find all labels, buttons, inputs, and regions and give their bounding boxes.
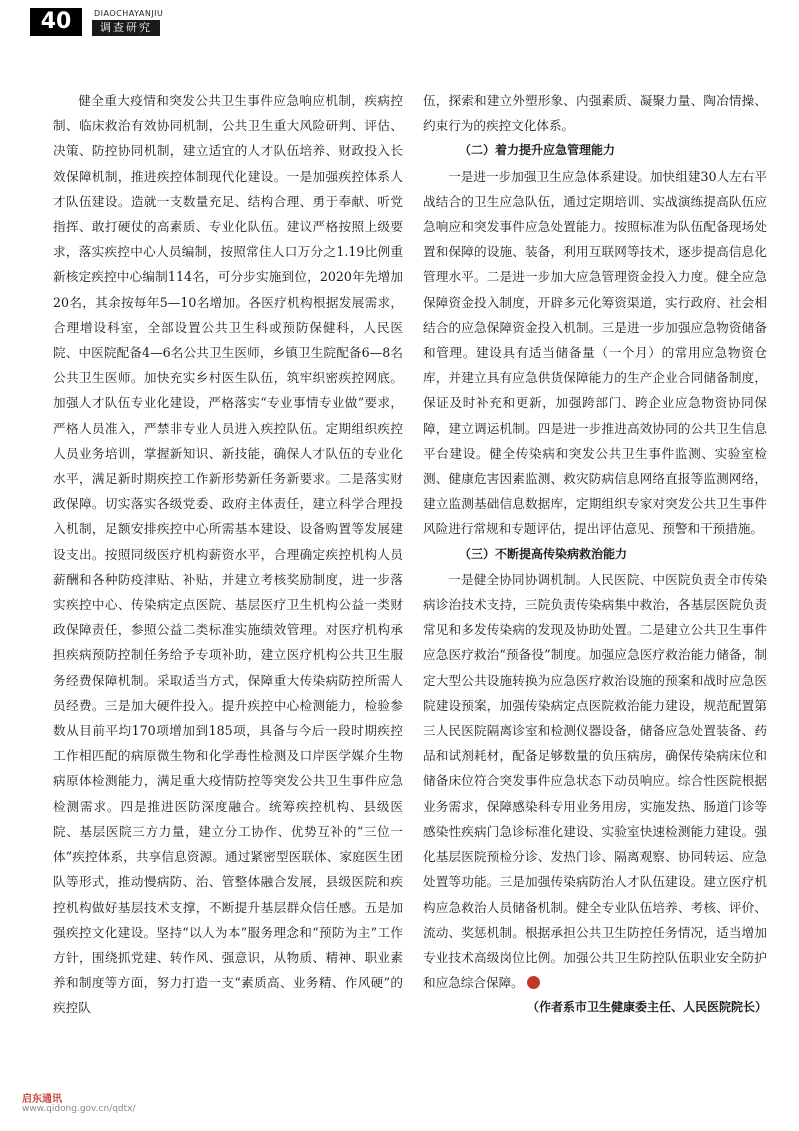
left-column: [53, 88, 403, 1021]
body-paragraph: 伍，探索和建立外塑形象、内强素质、凝聚力量、陶冶情操、约束行为的疾控文化体系。: [423, 93, 767, 134]
section-pinyin: DIAOCHAYANJIU: [94, 9, 164, 18]
page-number: 40: [30, 8, 82, 36]
body-text: 一是健全协同协调机制。人民医院、中医院负责全市传染病诊治技术支持，三院负责传染病集中救治，各基层医院负责常见和多发传染病的发现及协助处置。二是建立公共卫生事件应急医疗救治“预备役”制度。加强应急医疗救治能力储备，制定大型公共设施转换为应急医疗救治设施的预案和战时应急医院建设预案，加强传染病定点医院救治能力建设，规范配置第三人民医院隔离诊室和检测仪器设备，储备应急处置装备、药品和试剂耗材，配备足够数量的负压病房，确保传染病床位和储备床位符合突发事件应急状态下动员响应。综合性医院根据业务需求，保障感染科专用业务用房，实施发热、肠道门诊等感染性疾病门急诊标准化建设、实验室快速检测能力建设。强化基层医院预检分诊、发热门诊、隔离观察、协同转运、应急处置等功能。三是加强传染病防治人才队伍建设。建立医疗机构应急救治人员储备机制。健全专业队伍培养、考核、评价、流动、奖惩机制。根据承担公共卫生防控任务情况，适当增加专业技术高级岗位比例。加强公共卫生防控队伍职业安全防护和应急综合保障。: [423, 571, 767, 991]
end-mark-icon: [527, 976, 540, 989]
body-paragraph: 健全重大疫情和突发公共卫生事件应急响应机制，疾病控制、临床救治有效协同机制，公共卫生重大风险研判、评估、决策、防控协同机制，建立适宜的人才队伍培养、财政投入长效保障机制，推进疾控体制现代化建设。一是加强疾控体系人才队伍建设。造就一支数量充足、结构合理、勇于奉献、听党指挥、敢打硬仗的高素质、专业化队伍。建议严格按照上级要求，落实疾控中心人员编制，按照常住人口万分之1.19比例重新核定疾控中心编制114名，可分步实施到位，2020年先增加20名，其余按每年5—10名增加。各医疗机构根据发展需求，合理增设科室，全部设置公共卫生科或预防保健科，人民医院、中医院配备4—6名公共卫生医师，乡镇卫生院配备6—8名公共卫生医师。加快充实乡村医生队伍，筑牢织密疾控网底。加强人才队伍专业化建设，严格落实“专业事情专业做”要求，严格人员准入，严禁非专业人员进入疾控队伍。定期组织疾控人员业务培训，掌握新知识、新技能，确保人才队伍的专业化水平，满足新时期疾控工作新形势新任务新要求。二是落实财政保障。切实落实各级党委、政府主体责任，建立科学合理投入机制，足额安排疾控中心所需基本建设、设备购置等发展建设支出。按照同级医疗机构薪资水平，合理确定疾控机构人员薪酬和各种防疫津贴、补贴，并建立考核奖励制度，进一步落实疾控中心、传染病定点医院、基层医疗卫生机构公益一类财政保障责任，参照公益二类标准实施绩效管理。对医疗机构承担疾病预防控制任务给予专项补助，建立医疗机构公共卫生服务经费保障机制。采取适当方式，保障重大传染病防控所需人员经费。三是加大硬件投入。提升疾控中心检测能力，检验参数从目前平均170项增加到185项，具备与今后一段时期疾控工作相匹配的病原微生物和化学毒性检测及口岸医学媒介生物病原体检测能力，满足重大疫情防控等突发公共卫生事件应急检测需求。四是推进医防深度融合。统筹疾控机构、县级医院、基层医院三方力量，建立分工协作、优势互补的“三位一体”疾控体系，共享信息资源。通过紧密型医联体、家庭医生团队等形式，推动慢病防、治、管整体融合发展，县级医院和疾控机构做好基层技术支撑，不断提升基层群众信任感。五是加强疾控文化建设。坚持“以人为本”服务理念和“预防为主”工作方针，围绕抓党建、转作风、强意识，从物质、精神、职业素养和制度等方面，努力打造一支“素质高、业务精、作风硬”的疾控队: [53, 93, 403, 1016]
footer-logo: 启东通讯: [22, 1094, 62, 1105]
subheading: （二）着力提升应急管理能力: [459, 143, 616, 158]
section-title: 调查研究: [92, 20, 160, 36]
body-paragraph: [423, 567, 767, 995]
page-header: [0, 0, 799, 44]
body-paragraph: 一是进一步加强卫生应急体系建设。加快组建30人左右平战结合的卫生应急队伍，通过定期培训、实战演练提高队伍应急响应和突发事件应急处置能力。按照标准为队伍配备现场处置和保障的设施、装备，利用互联网等技术，逐步提高信息化管理水平。二是进一步加大应急管理资金投入力度。健全应急保障资金投入制度，开辟多元化筹资渠道，实行政府、社会相结合的应急保障资金投入机制。三是进一步加强应急物资储备和管理。建设具有适当储备量（一个月）的常用应急物资仓库，并建立具有应急供货保障能力的生产企业合同储备制度，保证及时补充和更新，加强跨部门、跨企业应急物资协同保障，建立调运机制。四是进一步推进高效协同的公共卫生信息平台建设。健全传染病和突发公共卫生事件监测、实验室检测、健康危害因素监测、救灾防病信息网络直报等监测网络，建立监测基础信息数据库，定期组织专家对突发公共卫生事件风险进行常规和专题评估，提出评估意见、预警和干预措施。: [423, 168, 767, 537]
author-note: （作者系市卫生健康委主任、人民医院院长）: [526, 1000, 767, 1015]
footer-url: www.qidong.gov.cn/qdtx/: [22, 1104, 136, 1114]
subheading: （三）不断提高传染病救治能力: [459, 546, 628, 561]
right-column: [423, 88, 767, 1021]
